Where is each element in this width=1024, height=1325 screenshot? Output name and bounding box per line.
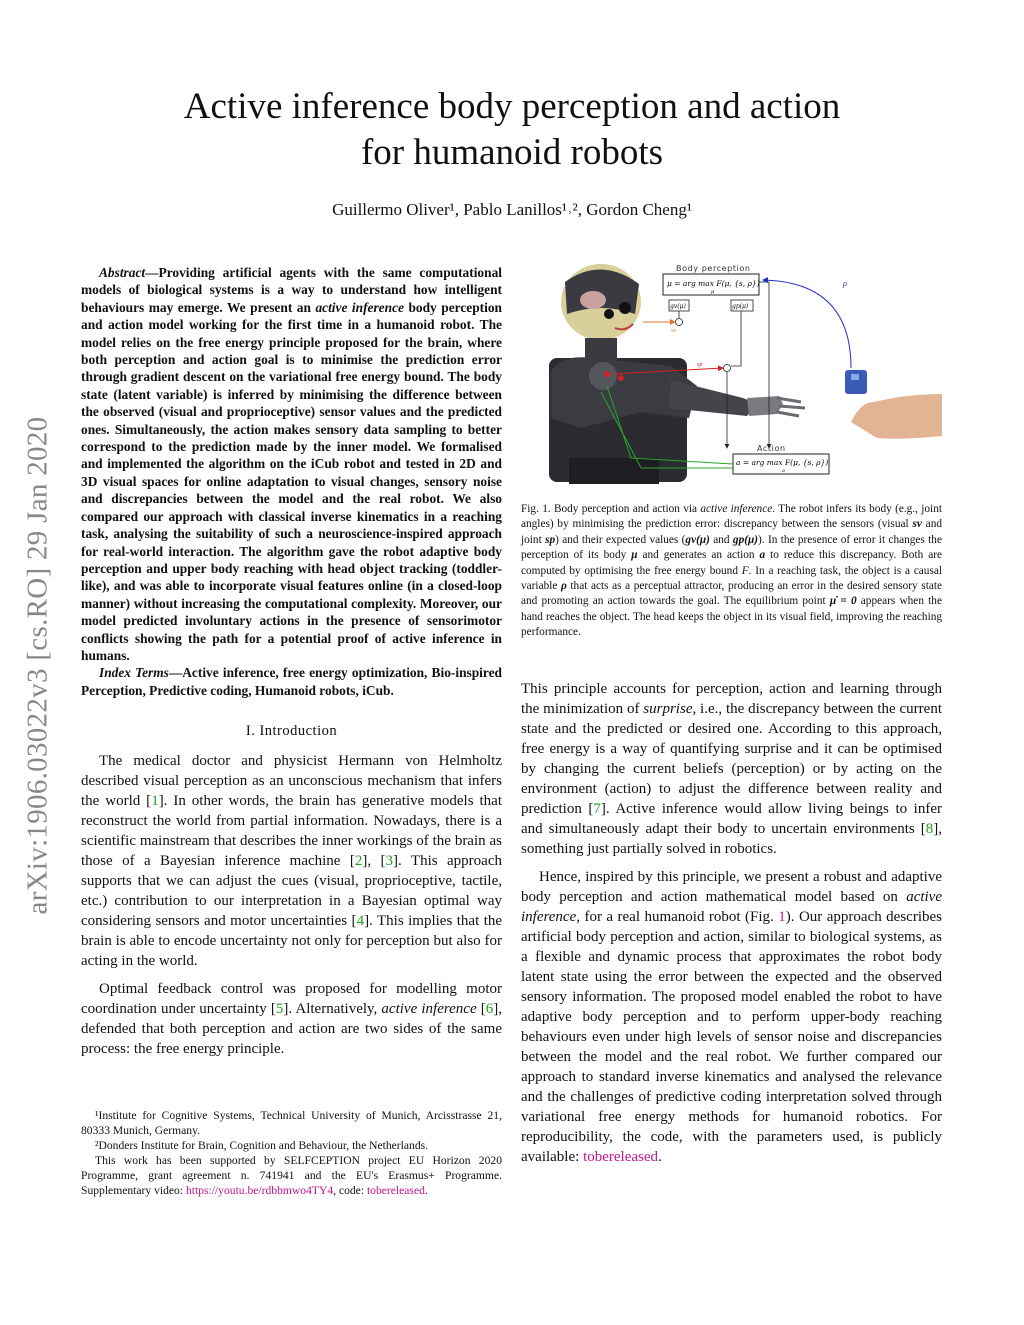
sp-label: sp [697, 362, 703, 368]
section-heading: I. Introduction [245, 723, 338, 740]
action-equation: a = arg max F(μ, {s, ρ}) [736, 458, 829, 467]
sv-label: sv [671, 328, 676, 334]
figure-ref-link[interactable]: 1 [778, 909, 786, 925]
body-perception-label: Body perception [676, 264, 751, 273]
right-paragraph-1: This principle accounts for perception, action and learning through the minimization of surprise, i.e., the discrepancy between the current state and the predicted or desired one. According to this approach, free energy is a way of quantifying surprise and it can be optimised by changing the current beliefs (perception) or by acting on the environment (action) to adjust the difference between reality and prediction [7]. Active inference would allow living beings to infer and simultaneously adapt their body to uncertain environments [8], something just partially solved in robotics. [521, 681, 942, 857]
arxiv-stamp: arXiv:1906.03022v3 [cs.RO] 29 Jan 2020 [21, 416, 54, 914]
code-link[interactable]: tobereleased [366, 1184, 425, 1197]
hand-with-object [845, 370, 942, 439]
title-line-2: for humanoid robots [360, 132, 664, 173]
right-paragraph-2: Hence, inspired by this principle, we present a robust and adaptive body perception and action mathematical model based on active inference, for a real humanoid robot (Fig. 1). Our approach describes artificial body perception and action, similar to biological systems, as a flexible and dynamic process that approximates the robot body latent state using the error between the expected and the observed sensory information. The proposed model enabled the robot to have adaptive body perception and to perform upper-body reaching behaviours even under high levels of sensor noise and discrepancies between the model and the real robot. We further compared our approach to standard inverse kinematics and analysed the relevance and the challenges of predictive coding interpretation solved through variational free energy methods for humanoid robotics. For reproducibility, the code, with the parameters used, is publicly available: tobereleased. [521, 869, 942, 1165]
left-column [81, 264, 502, 1059]
gv-label: gv(μ) [670, 303, 686, 310]
figure-caption: Fig. 1. Body perception and action via active inference. The robot infers its body (e.g., joint angles) by minimising the prediction error: discrepancy between the sensors (visual sv and joint sp) and their expected values (gv(μ) and gp(μ)). In the presence of error it changes the perception of its body μ and generates an action a to reduce this discrepancy. Both are computed by optimising the free energy bound F. In a reaching task, the object is a causal variable ρ that acts as a perceptual attractor, producing an error in the desired sensory state and promoting an action towards the goal. The equilibrium point μ̇ = 0 appears when the hand reaches the object. The head keeps the object in its visual field, improving the reaching performance. [521, 503, 942, 639]
right-column [521, 679, 942, 1167]
code-link[interactable]: tobereleased [583, 1149, 659, 1165]
citation-link[interactable]: 2 [354, 853, 363, 870]
footnote-2: ²Donders Institute for Brain, Cognition and Behaviour, the Netherlands. [95, 1139, 429, 1152]
footnotes [81, 1108, 502, 1198]
index-terms: Index Terms—Active inference, free energy optimization, Bio-inspired Perception, Predictive coding, Humanoid robots, iCub. [81, 665, 502, 698]
citation-link[interactable]: 1 [151, 793, 159, 810]
action-label: Action [757, 444, 786, 453]
perception-equation-sub: μ [711, 289, 715, 295]
perception-equation: μ = arg max F(μ, {s, ρ}) [667, 279, 760, 288]
abstract: Abstract—Providing artificial agents with the same computational models of biological systems is a way to understand how intelligent behaviours may emerge. We present an active inference body perception and action model working for the first time in a humanoid robot. The model relies on the free energy principle proposed for the brain, where both perception and action goal is to minimise the prediction error through gradient descent on the variational free energy bound. The body state (latent variable) is inferred by minimising the difference between the observed (visual and proprioceptive) sensor values and the predicted ones. Simultaneously, the action makes sensory data sampling to better correspond to the prediction made by the inner model. We formalised and implemented the algorithm on the iCub robot and tested in 2D and 3D visual spaces for online adaptation to visual changes, sensory noise and discrepancies between the model and the real robot. We also compared our approach with classical inverse kinematics in a reaching task, analysing the suitability of such a neuroscience-inspired approach for real-world interaction. The algorithm gave the robot adaptive body perception and upper body reaching with head object tracking (toddler-like), and was able to incorporate visual features online (in a closed-loop manner) without increasing the computational complexity. Moreover, our model predicted involuntary actions in the presence of sensorimotor conflicts showing the path for a potential proof of active inference in humans. [81, 265, 503, 663]
rho-label: ρ [843, 279, 847, 288]
action-equation-sub: a [782, 468, 785, 474]
figure-diagram [521, 262, 942, 484]
funding-note: This work has been supported by SELFCEPTION project EU Horizon 2020 Programme, grant agreement n. 741941 and the EU's Erasmus+ Programme. Supplementary video: https://youtu.be/rdbbmwo4TY4, code: tobereleased. [81, 1154, 502, 1197]
intro-paragraph-2: Optimal feedback control was proposed for modelling motor coordination under uncertainty [5]. Alternatively, active inference [6], defended that both perception and action are two sides of the same process: the free energy principle. [81, 981, 502, 1058]
citation-link[interactable]: 6 [485, 1001, 494, 1018]
video-link[interactable]: https://youtu.be/rdbbmwo4TY4 [185, 1184, 334, 1197]
footnote-1: ¹Institute for Cognitive Systems, Technical University of Munich, Arcisstrasse 21, 80333 Munich, Germany. [81, 1109, 502, 1137]
citation-link[interactable]: 4 [356, 913, 365, 930]
title-line-1: Active inference body perception and action [183, 86, 841, 127]
citation-link[interactable]: 5 [275, 1001, 284, 1018]
citation-link[interactable]: 7 [593, 801, 601, 817]
gp-label: gp(μ) [732, 303, 749, 310]
citation-link[interactable]: 8 [925, 821, 934, 837]
paper-title [120, 84, 904, 176]
intro-paragraph-1: The medical doctor and physicist Hermann von Helmholtz described visual perception as an unconscious mechanism that infers the world [1]. In other words, the brain has generative models that reconstruct the world from partial information. Nowadays, there is a scientific mainstream that describes the inner workings of the brain as those of a Bayesian inference machine [2], [3]. This approach supports that we can adjust the cues (visual, proprioceptive, tactile, etc.) contribution to our interpretation in a Bayesian optimal way considering sensors and motor uncertainties [4]. This implies that the brain is able to encode uncertainty not only for perception but also for acting in the world. [81, 753, 503, 970]
author-list: Guillermo Oliver¹, Pablo Lanillos¹˒², Gordon Cheng¹ [332, 200, 692, 219]
figure-1 [521, 262, 942, 484]
citation-link[interactable]: 3 [385, 853, 394, 870]
